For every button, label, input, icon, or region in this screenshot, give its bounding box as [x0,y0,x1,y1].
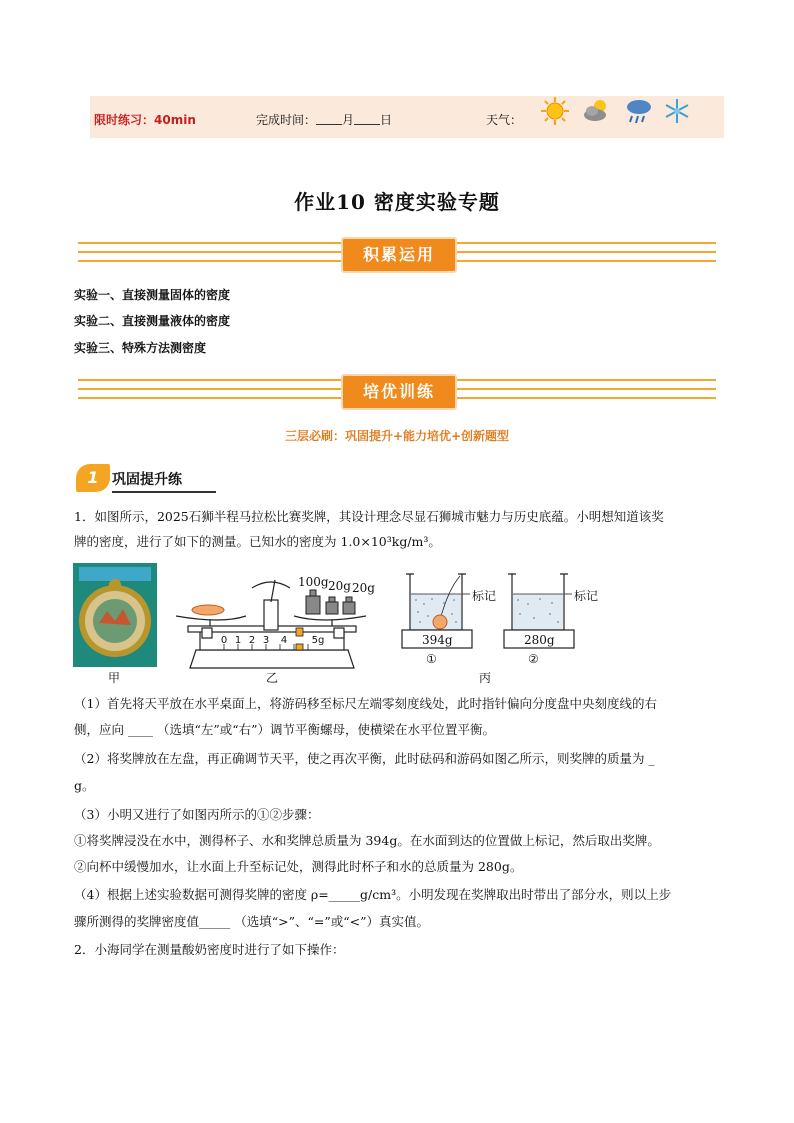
figure-label-yi: 乙 [266,671,279,685]
practice-number: 1 [76,464,110,492]
figure-label-bing: 丙 [479,671,492,685]
section-accumulate [78,236,716,272]
practice-heading [76,464,216,492]
finish-time: 完成时间： 月 日 [256,113,393,127]
question-stem: 1．如图所示，2025石狮半程马拉松比赛奖牌，其设计理念尽显石狮城市魅力与历史底蕴。小明想知道该奖 [74,509,664,524]
question-step: ①将奖牌浸没在水中，测得杯子、水和奖牌总质量为 394g。在水面到达的位置做上标记，然后取出奖牌。 [74,833,660,848]
weight-label: 20g [328,579,351,593]
time-limit: 限时练习：40min [94,113,196,127]
medal-image [73,563,157,667]
section-label: 培优训练 [341,374,457,410]
question-part: （4）根据上述实验数据可测得奖牌的密度 ρ=_____g/cm³。小明发现在奖牌取出时带出了部分水，则以上步 [74,887,672,902]
mass-reading: 394g [422,633,453,647]
question-part: （1）首先将天平放在水平桌面上，将游码移至标尺左端零刻度线处，此时指针偏向分度盘中央刻度线的右 [74,696,657,711]
scale-tick: 4 [280,635,288,646]
question-part: g。 [74,778,95,793]
figure-label-jia: 甲 [108,671,121,685]
section-train [78,373,716,409]
scale-tick: 3 [262,635,270,646]
beaker-diagram [400,570,610,648]
weather-label: 天气： [486,113,523,127]
weight-label: 20g [352,581,375,595]
snow-icon [662,96,692,126]
page-title: 作业10 密度实验专题 [294,190,500,214]
step-label: ① [426,652,437,666]
balance-diagram [174,572,375,670]
mark-label: 标记 [574,589,599,603]
rain-icon [624,96,654,126]
mark-label: 标记 [472,589,497,603]
question-stem: 牌的密度，进行了如下的测量。已知水的密度为 1.0×10³kg/m³。 [74,534,441,549]
list-item: 实验三、特殊方法测密度 [74,341,207,355]
scale-tick: 5g [311,635,325,646]
question-stem: 2．小海同学在测量酸奶密度时进行了如下操作： [74,942,345,957]
scale-tick: 0 [220,635,228,646]
step-label: ② [528,652,539,666]
subtitle: 三层必刷：巩固提升+能力培优+创新题型 [284,429,510,443]
question-part: （3）小明又进行了如图丙所示的①②步骤： [74,807,320,822]
scale-tick: 1 [234,635,242,646]
sun-icon [540,96,570,126]
mass-reading: 280g [524,633,555,647]
list-item: 实验一、直接测量固体的密度 [74,288,231,302]
weight-label: 100g [298,575,329,589]
question-step: ②向杯中缓慢加水，让水面上升至标记处，测得此时杯子和水的总质量为 280g。 [74,859,523,874]
list-item: 实验二、直接测量液体的密度 [74,314,231,328]
practice-label: 巩固提升练 [112,472,182,488]
cloudy-icon [582,96,612,126]
question-part: 骤所测得的奖牌密度值_____ （选填“>”、“=”或“<”）真实值。 [74,914,429,929]
question-part: （2）将奖牌放在左盘，再正确调节天平，使之再次平衡，此时砝码和游码如图乙所示，则奖牌的质量为 _ [74,751,655,766]
scale-tick: 2 [248,635,256,646]
section-label: 积累运用 [341,237,457,273]
question-part: 侧，应向 ____ （选填“左”或“右”）调节平衡螺母，使横梁在水平位置平衡。 [74,722,496,737]
